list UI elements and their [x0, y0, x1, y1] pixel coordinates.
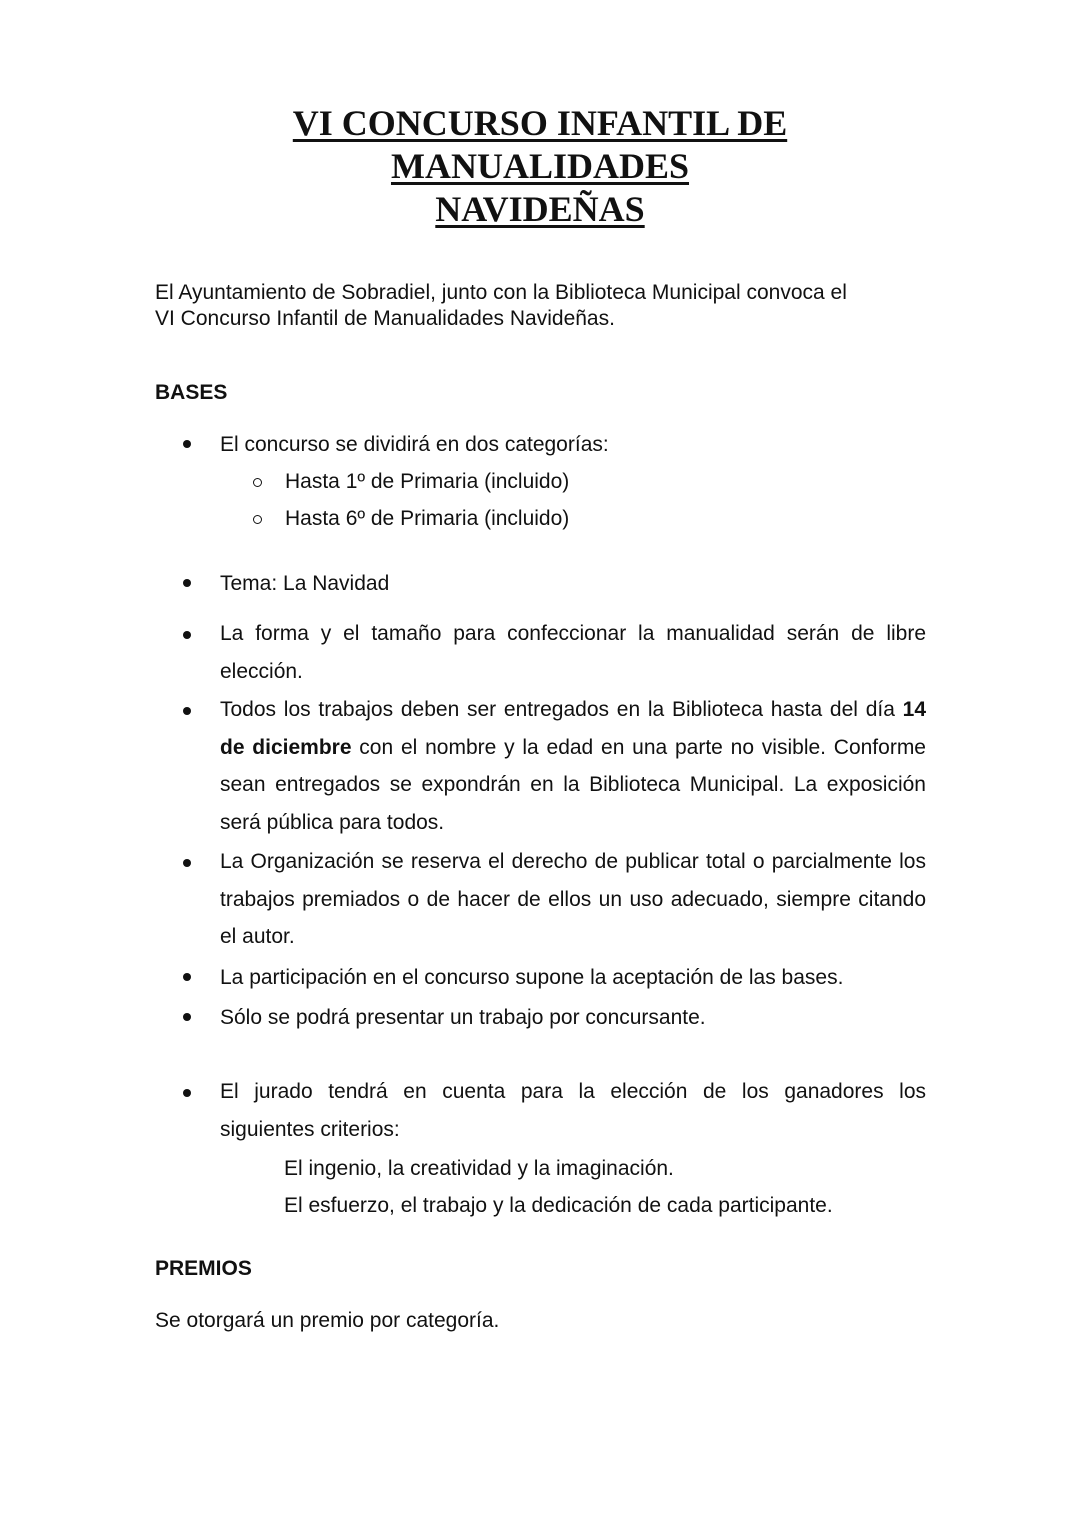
bases-heading: BASES	[155, 381, 228, 404]
forma-line-2: elección.	[220, 659, 303, 683]
document-title	[0, 102, 1080, 231]
organizacion-line-1: La Organización se reserva el derecho de publicar total o parcialmente los	[220, 850, 926, 873]
organizacion-line-2: trabajos premiados o de hacer de ellos un uso adecuado, siempre citando	[220, 887, 926, 911]
entrega-line-1: Todos los trabajos deben ser entregados en la Biblioteca hasta del día 14	[220, 698, 926, 721]
entrega-line-2: de diciembre con el nombre y la edad en una parte no visible. Conforme	[220, 735, 926, 759]
bullet-icon	[183, 1089, 191, 1097]
bullet-icon	[183, 973, 191, 981]
solo-text: Sólo se podrá presentar un trabajo por concursante.	[220, 1006, 706, 1029]
title-line-3: NAVIDEÑAS	[435, 189, 645, 229]
bullet-icon	[183, 440, 191, 448]
circle-bullet-icon	[253, 515, 262, 524]
circle-bullet-icon	[253, 478, 262, 487]
organizacion-line-3: el autor.	[220, 925, 295, 949]
participacion-text: La participación en el concurso supone la aceptación de las bases.	[220, 966, 844, 989]
intro-line-1: El Ayuntamiento de Sobradiel, junto con la Biblioteca Municipal convoca el	[155, 281, 847, 304]
categories-intro: El concurso se dividirá en dos categorías:	[220, 433, 609, 456]
intro-line-2: VI Concurso Infantil de Manualidades Navideñas.	[155, 307, 615, 330]
bullet-icon	[183, 707, 191, 715]
bullet-icon	[183, 579, 191, 587]
forma-paragraph	[220, 615, 926, 690]
premios-heading: PREMIOS	[155, 1257, 252, 1280]
criterio-item: El esfuerzo, el trabajo y la dedicación de cada participante.	[284, 1194, 833, 1217]
bullet-icon	[183, 631, 191, 639]
entrega-line-4: será pública para todos.	[220, 810, 445, 834]
tema-text: Tema: La Navidad	[220, 572, 390, 595]
premios-text: Se otorgará un premio por categoría.	[155, 1309, 500, 1332]
category-item: Hasta 1º de Primaria (incluido)	[285, 470, 570, 493]
bullet-icon	[183, 1013, 191, 1021]
title-line-1: VI CONCURSO INFANTIL DE	[292, 103, 788, 143]
bullet-icon	[183, 859, 191, 867]
category-item: Hasta 6º de Primaria (incluido)	[285, 507, 570, 530]
forma-line-1: La forma y el tamaño para confeccionar la manualidad serán de libre	[220, 622, 926, 645]
organizacion-paragraph	[220, 843, 926, 956]
title-line-2: MANUALIDADES	[390, 146, 690, 186]
entrega-paragraph	[220, 691, 926, 841]
jurado-line-2: siguientes criterios:	[220, 1117, 400, 1141]
jurado-paragraph	[220, 1073, 926, 1148]
jurado-line-1: El jurado tendrá en cuenta para la elección de los ganadores los	[220, 1080, 926, 1103]
entrega-line-3: sean entregados se expondrán en la Biblioteca Municipal. La exposición	[220, 773, 926, 797]
criterio-item: El ingenio, la creatividad y la imaginación.	[284, 1157, 674, 1180]
